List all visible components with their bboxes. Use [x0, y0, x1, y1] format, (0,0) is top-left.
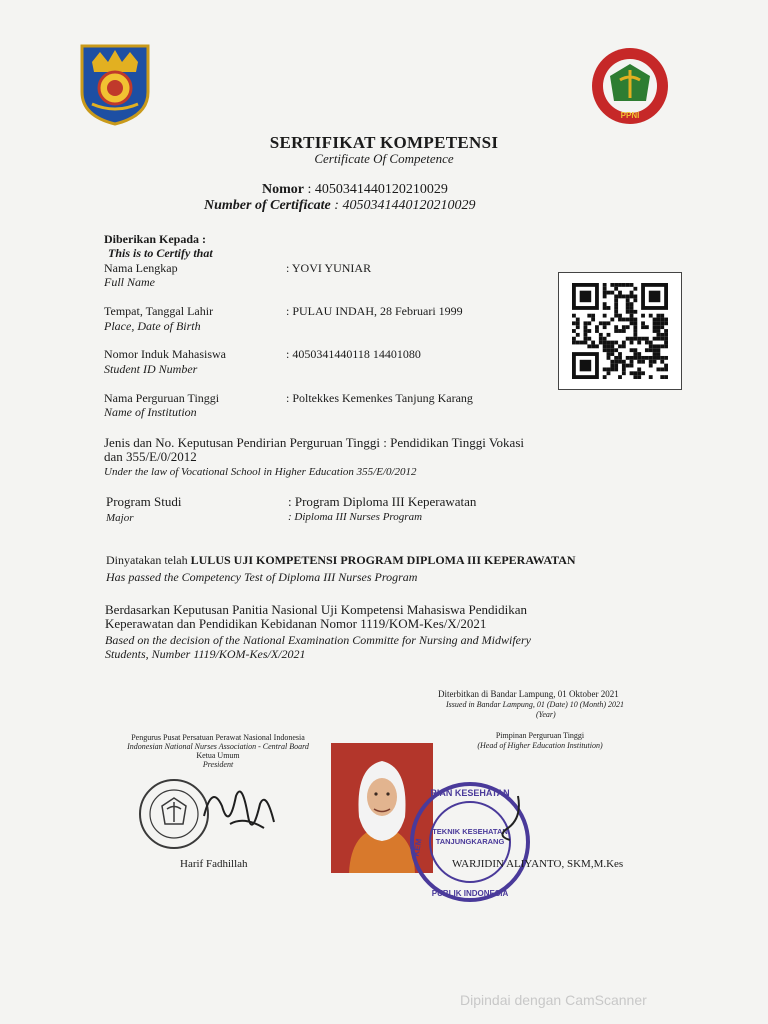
- left-signatory-role: Ketua Umum: [196, 751, 240, 760]
- basis-line-en-2: Students, Number 1119/KOM-Kes/X/2021: [105, 647, 306, 661]
- institution-stamp: [398, 776, 538, 906]
- given-label: Diberikan Kepada :: [104, 232, 207, 246]
- program-value: : Program Diploma III Keperawatan: [288, 494, 477, 509]
- ppni-emblem-icon: [590, 46, 670, 126]
- certificate-title: SERTIFIKAT KOMPETENSI: [269, 133, 499, 152]
- number-label: Number of Certificate: [204, 198, 331, 213]
- stamp-side-text: KEM: [411, 838, 424, 858]
- student-label-en: Student ID Number: [104, 362, 198, 376]
- institution-value: : Poltekkes Kemenkes Tanjung Karang: [286, 391, 473, 405]
- program-label-en: Major: [106, 512, 134, 524]
- left-stamp-signature: [134, 776, 284, 852]
- stamp-bottom-text: PUBLIK INDONESIA: [431, 889, 509, 898]
- decree-line-1: Jenis dan No. Keputusan Pendirian Perguruan Tinggi : Pendidikan Tinggi Vokasi: [104, 435, 524, 450]
- right-signatory-name: WARJIDIN ALIYANTO, SKM,M.Kes: [452, 858, 624, 870]
- camscanner-watermark: Dipindai dengan CamScanner: [460, 992, 647, 1008]
- nomor-value: 4050341440120210029: [314, 182, 448, 197]
- name-label: Nama Lengkap: [104, 261, 178, 275]
- name-value: : YOVI YUNIAR: [286, 261, 372, 275]
- certificate-subtitle: Certificate Of Competence: [314, 151, 454, 166]
- stamp-line-2: TANJUNGKARANG: [435, 837, 505, 846]
- institution-stamp-icon: [398, 776, 538, 906]
- issued-line-1: Diterbitkan di Bandar Lampung, 01 Oktober 2021: [438, 689, 619, 699]
- passed-line: [106, 553, 576, 568]
- issued-line-2: Issued in Bandar Lampung, 01 (Date) 10 (Month) 2021: [446, 700, 624, 709]
- institution-label-en: Name of Institution: [104, 405, 197, 419]
- program-label: Program Studi: [106, 494, 182, 509]
- right-signatory-role-en: (Head of Higher Education Institution): [477, 741, 603, 750]
- qr-code-frame: [558, 272, 682, 390]
- institution-label: Nama Perguruan Tinggi: [104, 391, 220, 405]
- ppni-text: PPNI: [620, 111, 640, 120]
- ppni-stamp-icon: [134, 776, 284, 852]
- nomor-label: Nomor: [262, 182, 304, 197]
- provincial-emblem-logo: [78, 42, 152, 126]
- passed-line-en: Has passed the Competency Test of Diploma III Nurses Program: [106, 570, 418, 584]
- basis-line-2: Keperawatan dan Pendidikan Kebidanan Nomor 1119/KOM-Kes/X/2021: [105, 616, 487, 631]
- student-label: Nomor Induk Mahasiswa: [104, 347, 226, 361]
- left-signatory-name: Harif Fadhillah: [180, 858, 248, 870]
- name-label-en: Full Name: [104, 275, 155, 289]
- birth-label-en: Place, Date of Birth: [104, 319, 201, 333]
- decree-line-2: dan 355/E/0/2012: [104, 449, 197, 464]
- passed-prefix: Dinyatakan telah: [106, 553, 191, 567]
- number-value: 4050341440120210029: [342, 198, 476, 213]
- basis-line-en-1: Based on the decision of the National Examination Committe for Nursing and Midwifery: [105, 633, 531, 647]
- shield-emblem-icon: [78, 42, 152, 126]
- nomor-line: Nomor : 4050341440120210029: [262, 182, 448, 197]
- stamp-top-text: RIAN KESEHATAN: [430, 788, 510, 798]
- stamp-line-1: TEKNIK KESEHATAN: [432, 827, 508, 836]
- basis-line-1: Berdasarkan Keputusan Panitia Nasional Uji Kompetensi Mahasiswa Pendidikan: [105, 602, 528, 617]
- birth-value: : PULAU INDAH, 28 Februari 1999: [286, 304, 463, 318]
- given-label-en: This is to Certify that: [108, 246, 213, 260]
- ppni-logo: [590, 46, 670, 126]
- left-signatory-org: Pengurus Pusat Persatuan Perawat Nasional Indonesia: [131, 733, 305, 742]
- issued-line-3: (Year): [536, 710, 556, 719]
- left-signatory-role-en: President: [202, 760, 234, 769]
- program-value-en: : Diploma III Nurses Program: [288, 511, 423, 523]
- decree-line-en: Under the law of Vocational School in Higher Education 355/E/0/2012: [104, 466, 417, 478]
- number-line: Number of Certificate : 4050341440120210029: [204, 198, 476, 213]
- right-signatory-role: Pimpinan Perguruan Tinggi: [495, 731, 585, 740]
- birth-label: Tempat, Tanggal Lahir: [104, 304, 214, 318]
- student-value: : 4050341440118 14401080: [286, 347, 421, 361]
- left-signatory-org-en: Indonesian National Nurses Association - Central Board: [127, 742, 309, 751]
- qr-code-icon: [572, 283, 668, 379]
- passed-bold: LULUS UJI KOMPETENSI PROGRAM DIPLOMA III KEPERAWATAN: [190, 553, 576, 567]
